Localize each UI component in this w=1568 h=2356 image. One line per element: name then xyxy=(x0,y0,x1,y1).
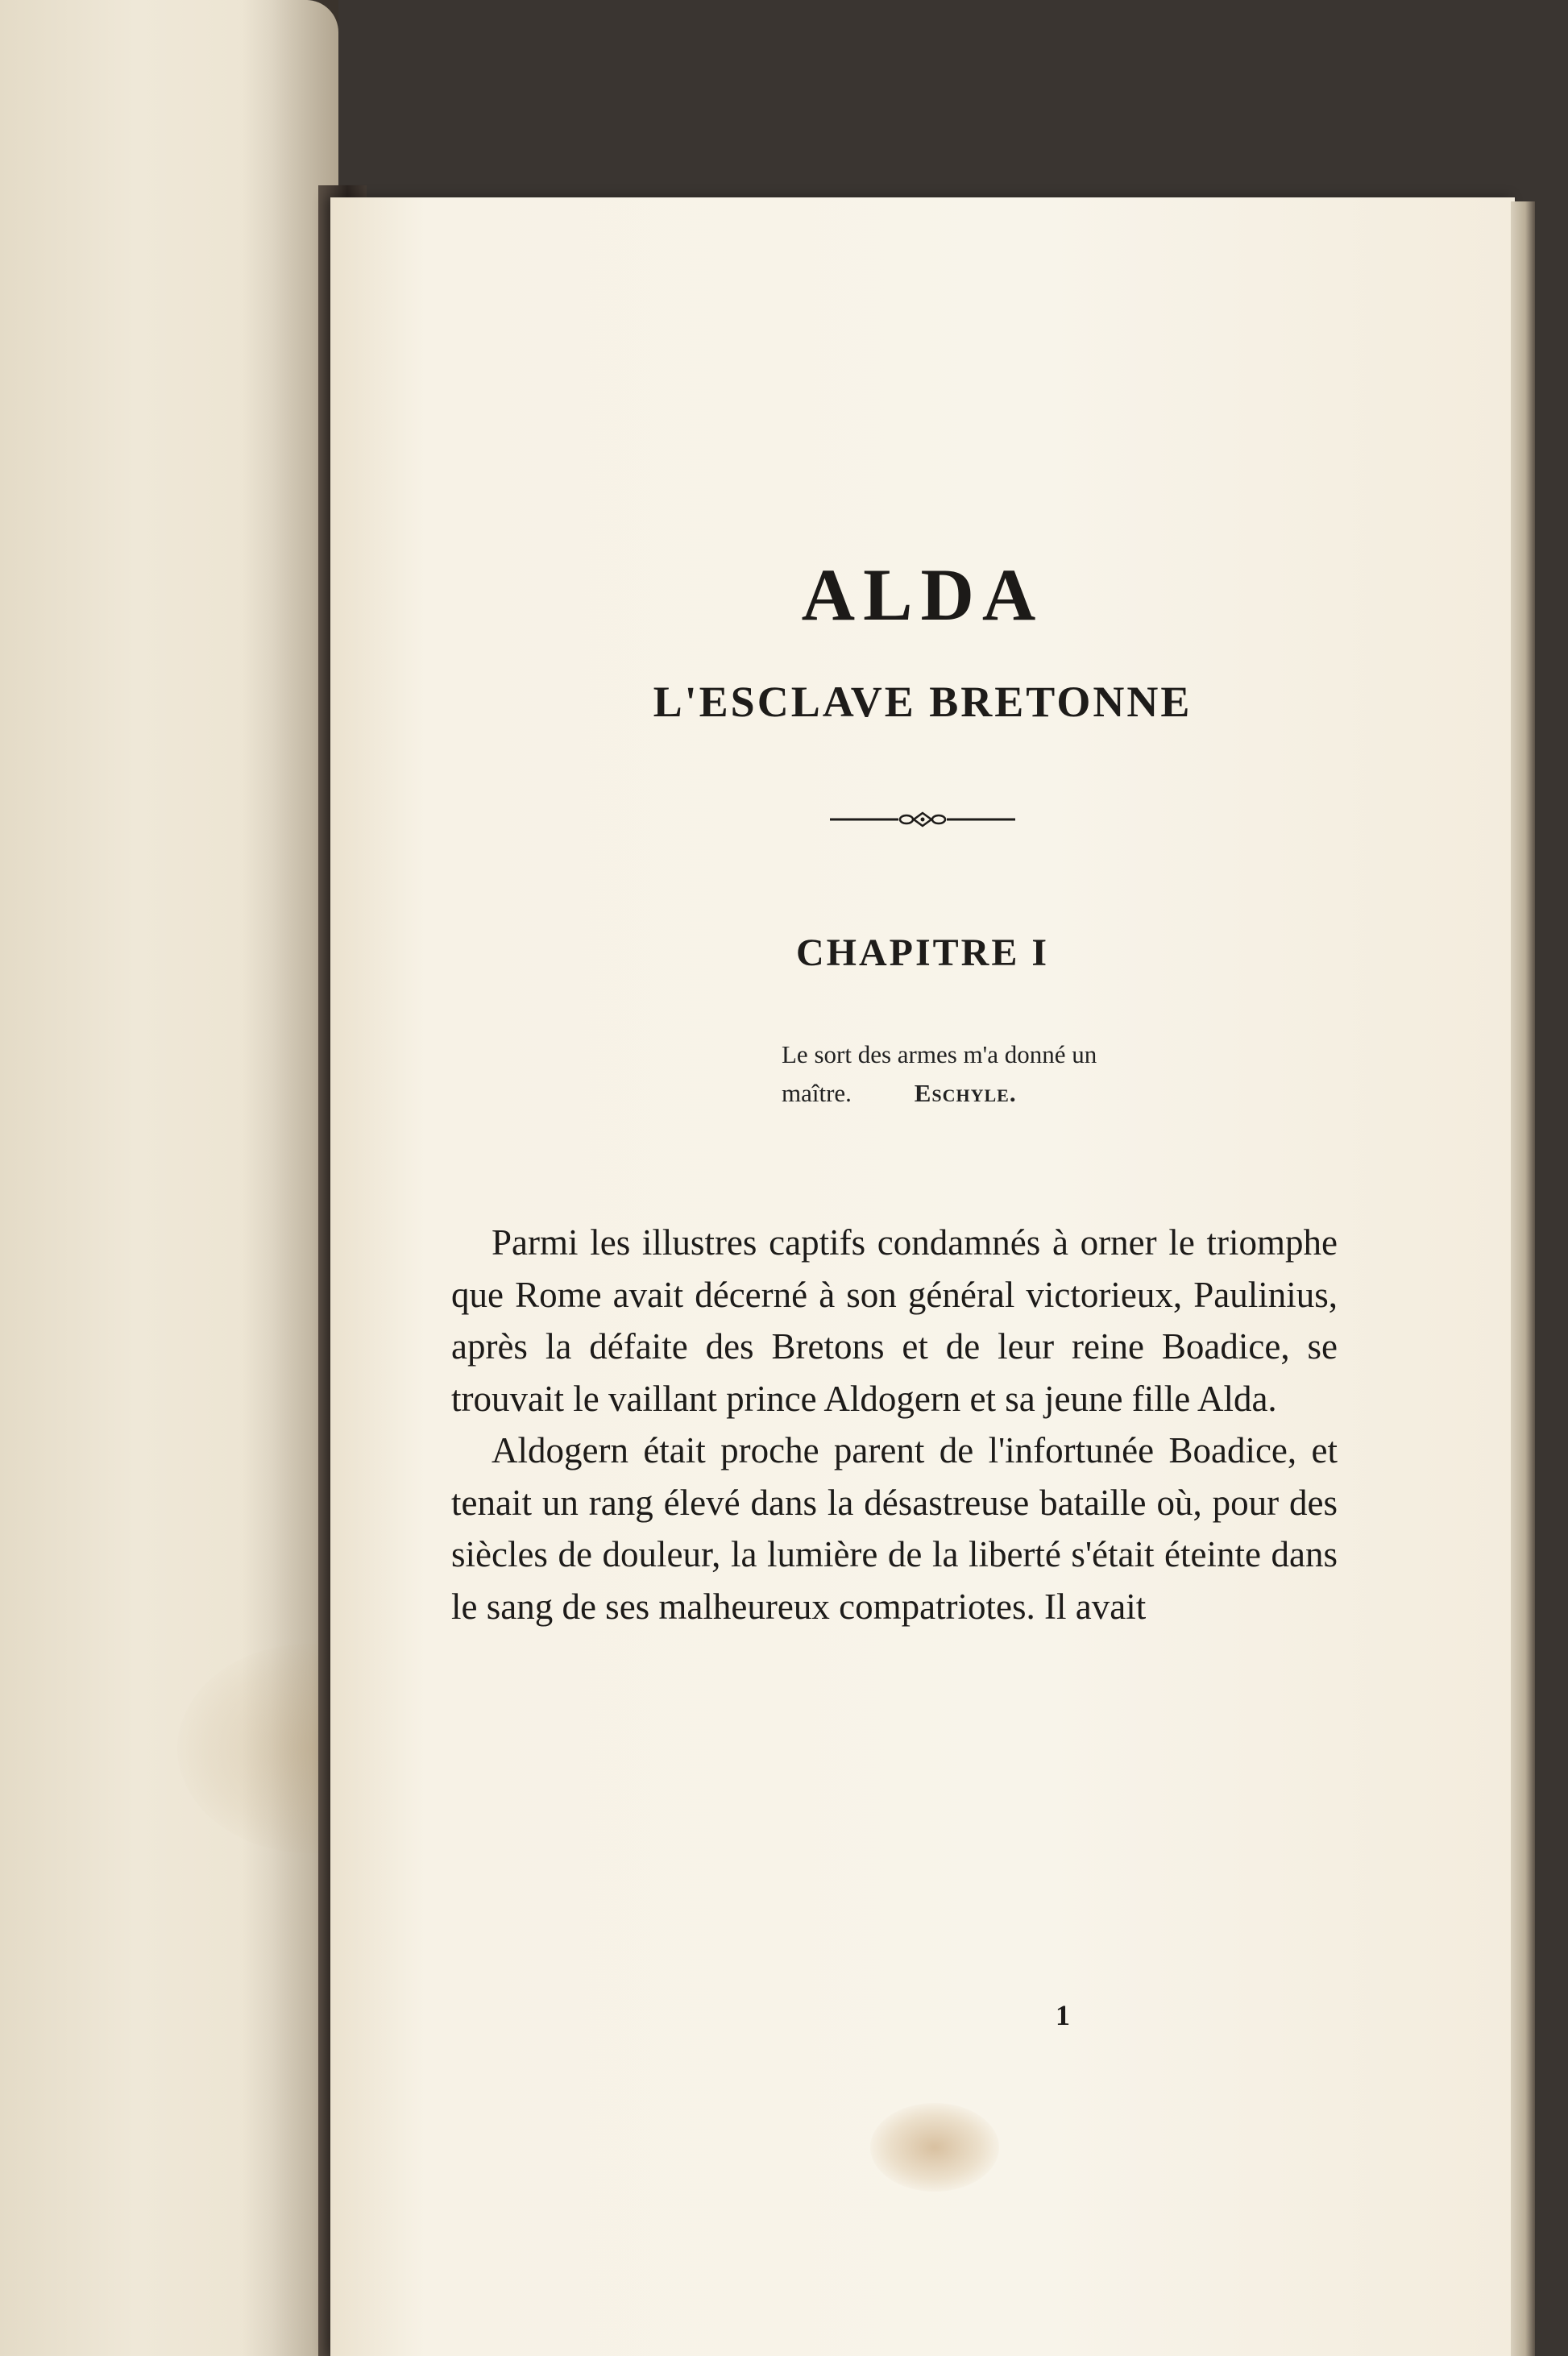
epigraph-line xyxy=(782,1074,1362,1113)
epigraph-author: Eschyle. xyxy=(914,1079,1017,1107)
epigraph-line-end: maître. xyxy=(782,1079,852,1107)
body-text xyxy=(451,1217,1338,1632)
chapter-heading: CHAPITRE I xyxy=(795,931,1050,974)
left-page xyxy=(0,0,338,2356)
page-edge xyxy=(1511,201,1535,2356)
ornament-divider xyxy=(330,810,1515,833)
paragraph: Parmi les illustres captifs condamnés à orner le triomphe que Rome avait décerné à son général victorieux, Paulinius, après la défaite des Bretons et de leur reine Boadice, se trouvait le vaillant prince Aldogern et sa jeune fille Alda. xyxy=(451,1222,1338,1419)
right-page xyxy=(330,197,1515,2356)
page-number: 1 xyxy=(1056,1999,1070,2031)
paragraph: Aldogern était proche parent de l'infortunée Boadice, et tenait un rang élevé dans la désastreuse bataille où, pour des siècles de douleur, la lumière de la liberté s'était éteinte dans le sang de ses malheureux compatriotes. Il avait xyxy=(451,1430,1338,1627)
epigraph-line: Le sort des armes m'a donné un xyxy=(782,1040,1097,1068)
book-subtitle: L'ESCLAVE BRETONNE xyxy=(653,678,1193,726)
foxing-stain xyxy=(870,2103,999,2192)
book-title: ALDA xyxy=(801,554,1044,636)
epigraph xyxy=(782,1035,1362,1113)
